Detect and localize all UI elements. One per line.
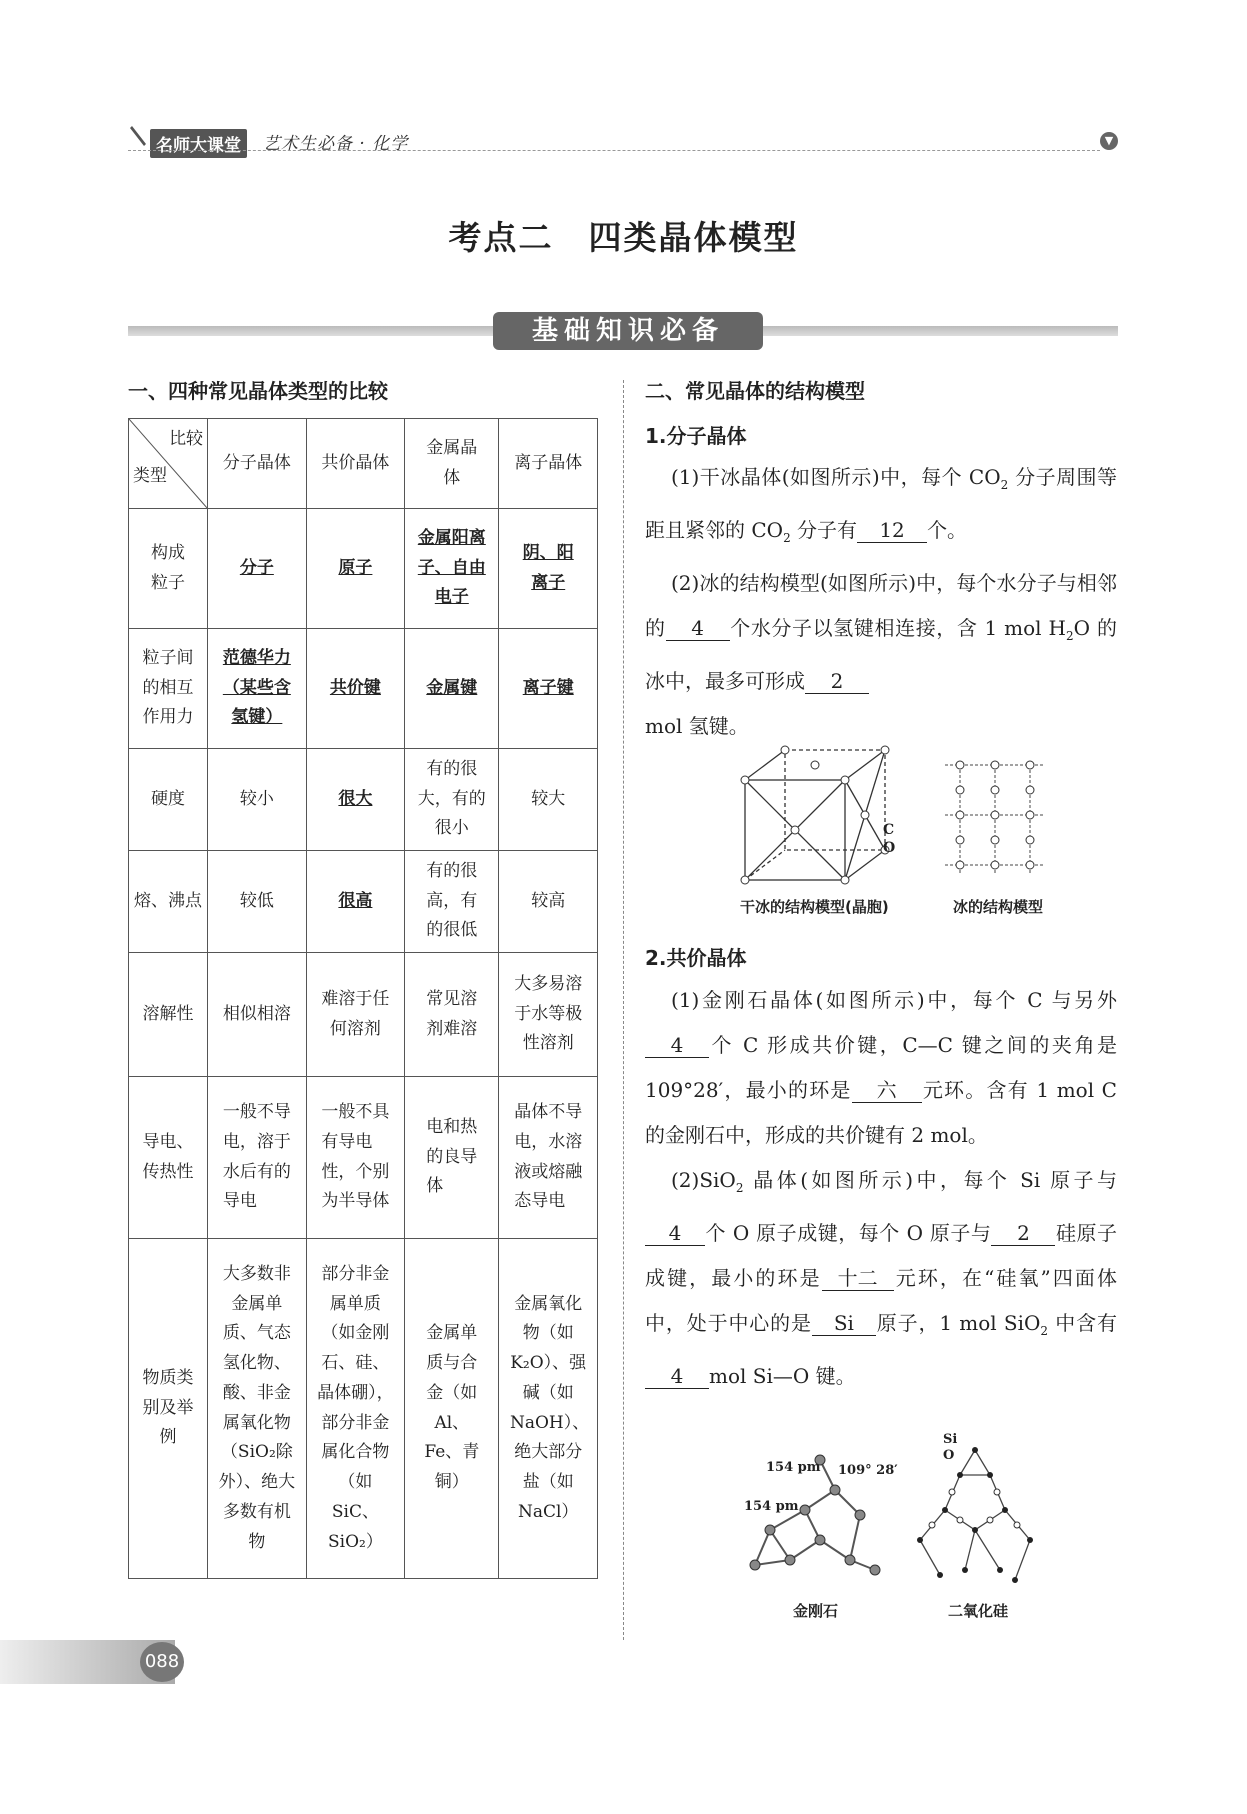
answer-blank: Si (812, 1311, 876, 1336)
label-bond-angle: 109° 28′ (838, 1463, 898, 1478)
col-header: 共价晶体 (306, 419, 405, 509)
answer-blank: 2 (991, 1221, 1055, 1246)
table-cell: 很高 (306, 851, 405, 953)
row-label: 硬度 (129, 749, 208, 851)
corner-cell (129, 419, 208, 509)
caption-sio2: 二氧化硅 (948, 1602, 1009, 1620)
table-cell: 金属单质与合金（如Al、Fe、青铜） (405, 1239, 499, 1579)
left-heading: 一、四种常见晶体类型的比较 (128, 379, 388, 403)
table-cell: 离子键 (499, 629, 598, 749)
row-label: 溶解性 (129, 953, 208, 1077)
caption-ice: 冰的结构模型 (953, 898, 1044, 916)
answer-blank: 十二 (822, 1266, 894, 1291)
table-cell: 金属阳离子、自由电子 (405, 509, 499, 629)
table-cell: 范德华力（某些含氢键） (208, 629, 307, 749)
label-bond-length-1: 154 pm (766, 1460, 821, 1475)
pen-icon (128, 126, 148, 150)
legend-o: O (943, 1448, 955, 1463)
table-cell: 一般不具有导电性，个别为半导体 (306, 1077, 405, 1239)
comparison-table (128, 418, 598, 1579)
header-rule (128, 150, 1100, 151)
sio2-diagram (905, 1440, 1045, 1590)
right-heading: 二、常见晶体的结构模型 (645, 379, 865, 403)
table-cell: 较小 (208, 749, 307, 851)
section-banner (128, 312, 1118, 352)
chevron-down-icon: ▼ (1100, 132, 1118, 150)
table-cell: 较大 (499, 749, 598, 851)
caption-dry-ice: 干冰的结构模型(晶胞) (740, 898, 889, 916)
answer-blank: 12 (857, 518, 927, 543)
column-divider (623, 380, 624, 1640)
table-cell: 阴、阳离子 (499, 509, 598, 629)
legend-oxygen: O (883, 840, 896, 856)
table-cell: 有的很大，有的很小 (405, 749, 499, 851)
answer-blank: 4 (645, 1221, 705, 1246)
answer-blank: 4 (645, 1364, 709, 1389)
label-bond-length-2: 154 pm (744, 1499, 799, 1514)
corner-bottom: 类型 (133, 466, 167, 487)
covalent-text: (1)金刚石晶体(如图所示)中，每个 C 与另外4 个 C 形成共价键，C—C 键之间的夹角是 109°28′，最小的环是 六 元环。含有 1 mol C 的金刚石中，形成的共价键有 2 mol。 (2)SiO$_2$ 晶体(如图所示)中，每个 Si 原子与4 个 O 原子成键，每个 O 原子与 2 硅原子成键，最小的环是 十二 元环，在“硅氧”四面体中，处于中心的是 Si 原子，1 mol SiO$_2$ 中含有4 mol Si—O 键。 (645, 988, 1118, 1388)
ice-diagram (940, 750, 1050, 890)
row-label: 熔、沸点 (129, 851, 208, 953)
answer-blank: 4 (666, 616, 730, 641)
table-cell: 金属键 (405, 629, 499, 749)
table-cell: 较低 (208, 851, 307, 953)
row-label: 导电、传热性 (129, 1077, 208, 1239)
table-cell: 电和热的良导体 (405, 1077, 499, 1239)
row-label: 粒子间的相互作用力 (129, 629, 208, 749)
running-header (128, 126, 1118, 156)
table-cell: 相似相溶 (208, 953, 307, 1077)
table-cell: 常见溶剂难溶 (405, 953, 499, 1077)
table-cell: 难溶于任何溶剂 (306, 953, 405, 1077)
col-header: 分子晶体 (208, 419, 307, 509)
answer-blank: 2 (805, 669, 869, 694)
table-cell: 金属氧化物（如K₂O）、强碱（如NaOH）、绝大部分盐（如NaCl） (499, 1239, 598, 1579)
table-cell: 部分非金属单质（如金刚石、硅、晶体硼），部分非金属化合物（如SiC、SiO₂） (306, 1239, 405, 1579)
corner-top: 比较 (169, 429, 204, 449)
table-cell: 大多易溶于水等极性溶剂 (499, 953, 598, 1077)
row-label: 物质类别及举例 (129, 1239, 208, 1579)
banner-label: 基础知识必备 (493, 312, 763, 350)
page-title: 考点二 四类晶体模型 (448, 218, 799, 257)
table-cell: 共价键 (306, 629, 405, 749)
table-cell: 原子 (306, 509, 405, 629)
answer-blank: 六 (852, 1078, 922, 1103)
table-cell: 很大 (306, 749, 405, 851)
col-header: 金属晶体 (405, 419, 499, 509)
table-cell: 晶体不导电，水溶液或熔融态导电 (499, 1077, 598, 1239)
answer-blank: 4 (645, 1033, 709, 1058)
table-cell: 一般不导电，溶于水后有的导电 (208, 1077, 307, 1239)
dry-ice-diagram (735, 740, 905, 900)
table-cell: 分子 (208, 509, 307, 629)
legend-carbon: C (883, 822, 895, 838)
table-cell: 大多数非金属单质、气态氢化物、酸、非金属氧化物（SiO₂除外）、绝大多数有机物 (208, 1239, 307, 1579)
table-cell: 有的很高，有的很低 (405, 851, 499, 953)
caption-diamond: 金刚石 (793, 1602, 839, 1620)
table-cell: 较高 (499, 851, 598, 953)
legend-si: Si (943, 1432, 958, 1447)
row-label: 构成粒子 (129, 509, 208, 629)
header-brand: 名师大课堂 (150, 129, 247, 158)
subsection-covalent: 2.共价晶体 (645, 946, 747, 970)
subsection-molecular: 1.分子晶体 (645, 424, 747, 448)
col-header: 离子晶体 (499, 419, 598, 509)
molecular-text: (1)干冰晶体(如图所示)中，每个 $CO_2$ 分子周围等距且紧邻的 $CO_2$ 分子有 12 个。 (2)冰的结构模型(如图所示)中，每个水分子与相邻的 4 个水分子以氢键相连接，含 1 mol $H_2O$ 的冰中，最多可形成 2 mol 氢键。 (645, 465, 1118, 738)
page-number: 088 (140, 1642, 184, 1682)
header-subtitle: 艺术生必备 · 化学 (263, 134, 409, 154)
